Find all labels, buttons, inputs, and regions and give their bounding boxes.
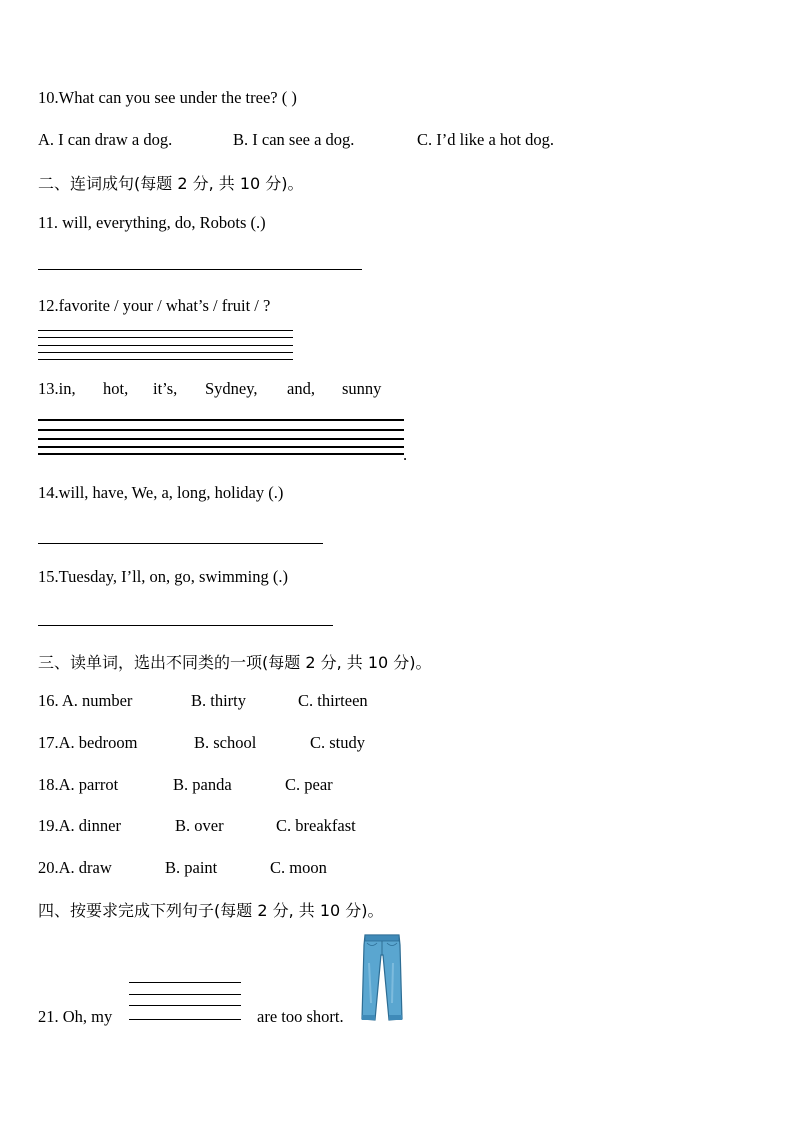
q12-answer-line-4 (38, 352, 293, 353)
q13-answer-line-4 (38, 446, 404, 448)
q21-answer-line-1 (129, 982, 241, 983)
q10-option-b: B. I can see a dog. (233, 130, 355, 149)
q21-answer-line-3 (129, 1005, 241, 1006)
q12-answer-line-5 (38, 359, 293, 360)
q13-answer-line-3 (38, 438, 404, 440)
q13-answer-line-1 (38, 419, 404, 421)
q14-answer-line (38, 543, 323, 544)
q20-option-b: B. paint (165, 858, 218, 877)
q20-option-a: 20.A. draw (38, 858, 112, 877)
q18-option-c: C. pear (285, 775, 333, 794)
q17-option-c: C. study (310, 733, 366, 752)
q21-answer-line-2 (129, 994, 241, 995)
q13-word-4: and, (287, 379, 315, 398)
question-21-prefix: 21. Oh, my (38, 1007, 113, 1026)
q11-answer-line (38, 269, 362, 270)
q20-option-c: C. moon (270, 858, 327, 877)
question-13-number: 13.in, (38, 379, 76, 398)
question-21-suffix: are too short. (257, 1007, 344, 1026)
q10-option-c: C. I’d like a hot dog. (417, 130, 555, 149)
q16-option-a: 16. A. number (38, 691, 133, 710)
q10-option-a: A. I can draw a dog. (38, 130, 173, 149)
q21-answer-line-4 (129, 1019, 241, 1020)
question-14: 14.will, have, We, a, long, holiday (.) (38, 483, 284, 502)
question-10: 10.What can you see under the tree? ( ) (38, 88, 297, 107)
question-15: 15.Tuesday, I’ll, on, go, swimming (.) (38, 567, 288, 586)
q15-answer-line (38, 625, 333, 626)
q13-answer-line-2 (38, 429, 404, 431)
q16-option-c: C. thirteen (298, 691, 368, 710)
q12-answer-line-2 (38, 337, 293, 338)
q13-word-3: Sydney, (205, 379, 258, 398)
q18-option-a: 18.A. parrot (38, 775, 119, 794)
q13-answer-line-5 (38, 453, 404, 455)
q13-word-2: it’s, (153, 379, 178, 398)
q12-answer-line-3 (38, 345, 293, 346)
q13-word-5: sunny (342, 379, 382, 398)
q16-option-b: B. thirty (191, 691, 247, 710)
jeans-icon (361, 933, 403, 1023)
q19-option-b: B. over (175, 816, 224, 835)
section-3-heading: 三、读单词，选出不同类的一项(每题 2 分, 共 10 分)。 (38, 653, 432, 672)
section-2-heading: 二、连词成句(每题 2 分, 共 10 分)。 (38, 174, 304, 193)
q17-option-b: B. school (194, 733, 257, 752)
q12-answer-line-1 (38, 330, 293, 331)
q13-word-1: hot, (103, 379, 129, 398)
q18-option-b: B. panda (173, 775, 232, 794)
question-11: 11. will, everything, do, Robots (.) (38, 213, 266, 232)
q19-option-c: C. breakfast (276, 816, 356, 835)
q13-period: . (403, 445, 408, 464)
question-12: 12.favorite / your / what’s / fruit / ? (38, 296, 271, 315)
q17-option-a: 17.A. bedroom (38, 733, 138, 752)
q19-option-a: 19.A. dinner (38, 816, 121, 835)
section-4-heading: 四、按要求完成下列句子(每题 2 分, 共 10 分)。 (38, 901, 384, 920)
